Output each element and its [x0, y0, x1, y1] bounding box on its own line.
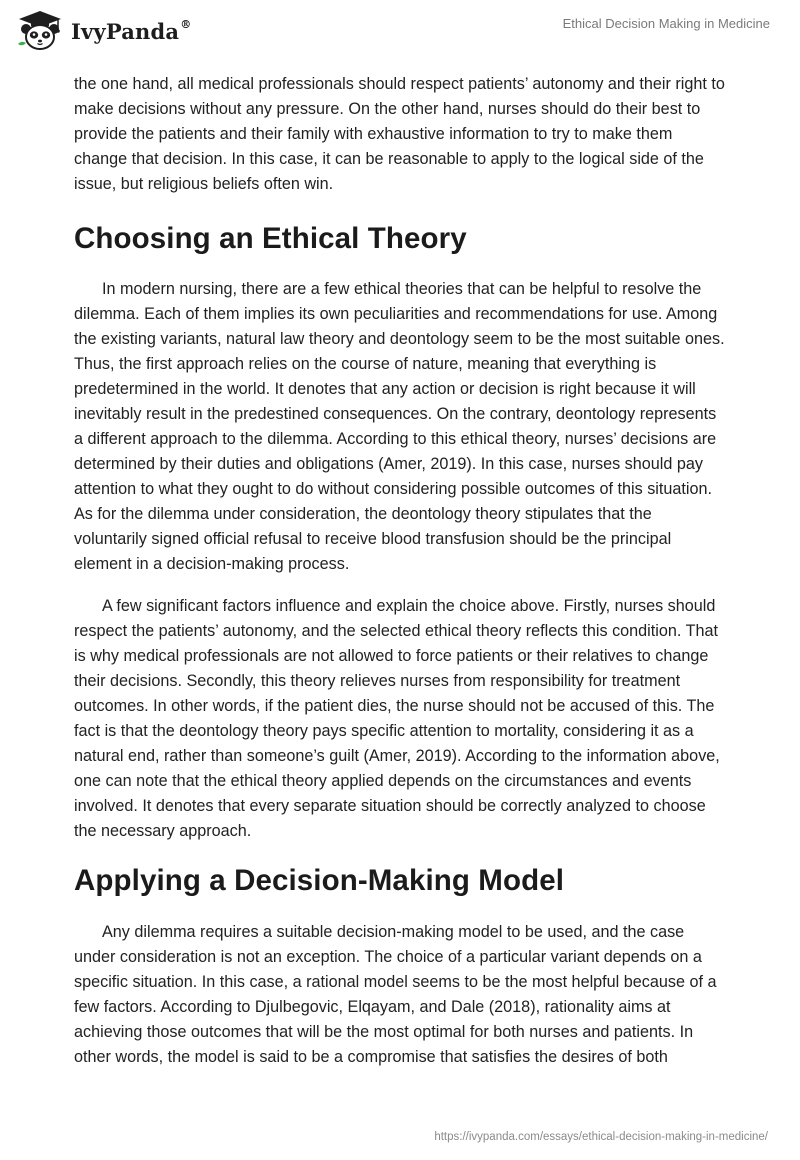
lead-paragraph: the one hand, all medical professionals should respect patients’ autonomy and their right to make decisions without any pressure. On the other hand, nurses should do their best to provide the patients and their family with exhaustive information to try to make them change that decision. In this case, it can be reasonable to apply to the logical side of the issue, but religious beliefs often win. [74, 75, 725, 193]
essay-content [74, 72, 728, 1070]
logo-text: IvyPanda® [71, 17, 192, 44]
paragraph: In modern nursing, there are a few ethical theories that can be helpful to resolve the dilemma. Each of them implies its own peculiarities and recommendations for use. Among the existing variants, natural law theory and deontology seem to be the most suitable ones. Thus, the first approach relies on the course of nature, meaning that everything is predetermined in the world. It denotes that any action or decision is right because it will inevitably result in the predestined consequences. On the contrary, deontology represents a different approach to the dilemma. According to this ethical theory, nurses’ decisions are determined by their duties and obligations (Amer, 2019). In this case, nurses should pay attention to what they ought to do without considering possible outcomes of this situation. As for the dilemma under consideration, the deontology theory stipulates that the voluntarily signed official refusal to receive blood transfusion should be the principal element in a decision-making process. [74, 280, 725, 573]
running-title: Ethical Decision Making in Medicine [562, 16, 770, 31]
registered-mark: ® [180, 17, 192, 31]
site-logo[interactable] [14, 10, 191, 50]
section-heading-ethical-theory: Choosing an Ethical Theory [74, 222, 467, 255]
page-header [0, 0, 800, 64]
panda-graduate-icon [14, 10, 66, 50]
paragraph: Any dilemma requires a suitable decision-making model to be used, and the case under consideration is not an exception. The choice of a particular variant depends on a specific situation. In this case, a rational model seems to be the most helpful because of a few factors. According to Djulbegovic, Elqayam, and Dale (2018), rationality aims at achieving those outcomes that will be the most optimal for both nurses and patients. In other words, the model is said to be a compromise that satisfies the desires of both [74, 923, 717, 1066]
section-heading-decision-model: Applying a Decision-Making Model [74, 864, 564, 897]
paragraph: A few significant factors influence and explain the choice above. Firstly, nurses should respect the patients’ autonomy, and the selected ethical theory reflects this condition. That is why medical professionals are not allowed to force patients or their relatives to change their decisions. Secondly, this theory relieves nurses from responsibility for treatment outcomes. In other words, if the patient dies, the nurse should not be accused of this. The fact is that the deontology theory pays specific attention to mortality, considering it as a natural end, rather than someone’s guilt (Amer, 2019). According to the information above, one can note that the ethical theory applied depends on the circumstances and events involved. It denotes that every separate situation should be correctly analyzed to choose the necessary approach. [74, 597, 720, 840]
source-url[interactable]: https://ivypanda.com/essays/ethical-decision-making-in-medicine/ [434, 1131, 768, 1143]
